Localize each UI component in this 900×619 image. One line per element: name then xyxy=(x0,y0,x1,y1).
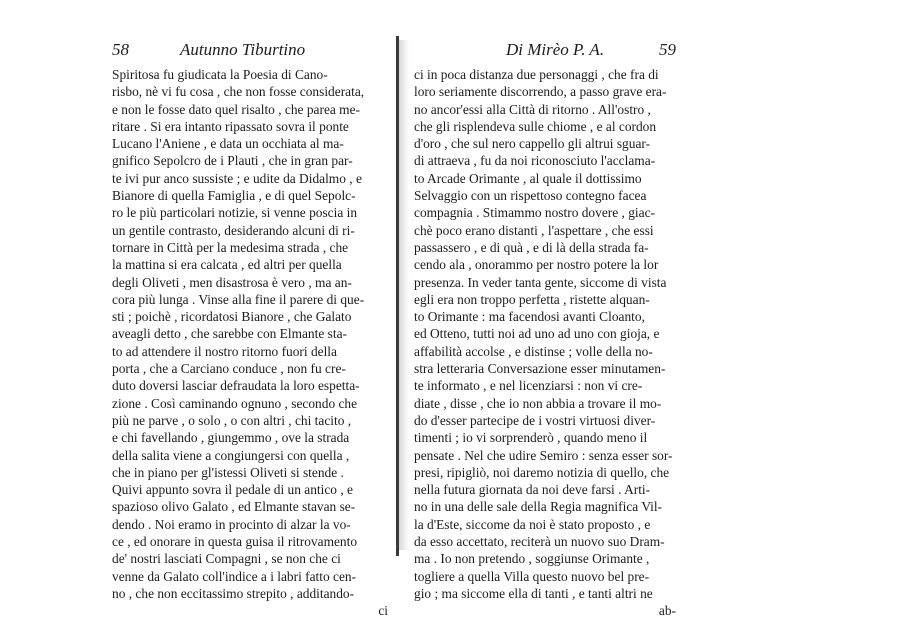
text-line: gio ; ma siccome ella di tanti , e tanti altri ne xyxy=(414,585,653,601)
text-line: ci in poca distanza due personaggi , che fra di xyxy=(414,67,659,82)
text-line: dendo . Noi eramo in procinto di alzar la vo- xyxy=(112,516,351,532)
text-line: zione . Così caminando ognuno , secondo che xyxy=(112,395,358,411)
text-line: d'oro , che sul nero cappello gli altrui sguar- xyxy=(414,136,651,152)
text-line: più ne parve , o solo , o con altri , chi tacito , xyxy=(112,412,352,428)
right-page-text xyxy=(414,66,676,602)
text-line: cendo ala , onorammo per nostro potere la lor xyxy=(414,257,659,273)
text-line: egli era non troppo perfetta , ristette alquan- xyxy=(414,291,650,307)
text-line: duto doversi lasciar defraudata la loro espetta- xyxy=(112,378,360,394)
text-line: gnifico Sepolcro de i Plauti , che in gran par- xyxy=(112,153,353,169)
left-page-text xyxy=(112,66,388,602)
text-line: cora più lunga . Vinse alla fine il parere di que- xyxy=(112,291,365,307)
text-line: e chi favellando , giungemmo , ove la strada xyxy=(112,430,350,446)
text-line: no , che non eccitassimo strepito , additando- xyxy=(112,585,355,601)
left-running-title: Autunno Tiburtino xyxy=(180,40,306,59)
text-line: ma . Io non pretendo , soggiunse Orimante , xyxy=(414,551,650,567)
left-catchword: ci xyxy=(378,603,388,619)
text-line: aveagli detto , che sarebbe con Elmante sta- xyxy=(112,326,347,342)
text-line: ro le più particolari notizie, si venne poscia in xyxy=(112,205,358,221)
text-line: la mattina si era calcata , ed altri per quella xyxy=(112,257,342,273)
text-line: spazioso olivo Galato , ed Elmante stavan se- xyxy=(112,499,356,515)
text-line: timenti ; io vi sorprenderò , quando meno il xyxy=(414,430,648,446)
right-running-title: Di Mirèo P. A. xyxy=(506,40,605,59)
text-line: to Arcade Orimante , al quale il dottissimo xyxy=(414,170,642,186)
text-line: Spiritosa fu giudicata la Poesia di Cano- xyxy=(112,67,328,82)
text-line: to ad attendere il nostro ritorno fuori della xyxy=(112,343,337,359)
text-line: ed Otteno, tutti noi ad uno ad uno con gioja, e xyxy=(414,326,660,342)
right-page xyxy=(414,38,676,619)
text-line: no ancor'essi alla Città di ritorno . All'ostro , xyxy=(414,101,651,117)
right-page-header xyxy=(414,38,676,62)
text-line: da esso accettato, reciterà un nuovo suo Dram- xyxy=(414,534,665,550)
text-line: porta , che a Carciano conduce , non fu cre- xyxy=(112,361,346,377)
text-line: Bianore di quella Famiglia , e di quel Sepolc- xyxy=(112,188,356,204)
right-page-number: 59 xyxy=(659,40,676,59)
text-line: togliere a quella Villa questo nuovo bel pre- xyxy=(414,568,650,584)
text-line: compagnia . Stimammo nostro dovere , giac- xyxy=(414,205,655,221)
text-line: degli Oliveti , men disastrosa è vero , ma an- xyxy=(112,274,352,290)
text-line: Selvaggio con un rispettoso contegno facea xyxy=(414,188,647,204)
text-line: presenza. In veder tanta gente, siccome di vista xyxy=(414,274,667,290)
text-line: pensate . Nel che udire Semiro : senza esser sor- xyxy=(414,447,673,463)
text-line: tornare in Città per la medesima strada , che xyxy=(112,239,349,255)
text-line: e non le fosse dato quel risalto , che parea me- xyxy=(112,101,361,117)
left-page xyxy=(112,38,388,619)
text-line: di attraeva , fu da noi riconosciuto l'acclama- xyxy=(414,153,656,169)
text-line: della salita viene a congiungersi con quella , xyxy=(112,447,350,463)
text-line: presi, ripigliò, noi daremo notizia di quello, che xyxy=(414,464,670,480)
text-line: sti ; poichè , ricordatosi Bianore , che Galato xyxy=(112,309,352,325)
text-line: Lucano l'Aniene , e data un occhiata al ma- xyxy=(112,136,344,152)
text-line: Quivi appunto sovra il pedale di un antico , e xyxy=(112,482,353,498)
text-line: diate , disse , che io non abbia a trovare il mo- xyxy=(414,395,662,411)
book-gutter xyxy=(396,36,399,556)
text-line: ce , ed onorare in questa guisa il ritrovamento xyxy=(112,534,358,550)
text-line: venne da Galato coll'indice a i labri fatto cen- xyxy=(112,568,357,584)
gutter-shadow xyxy=(399,40,409,550)
text-line: te ivi pur anco sussiste ; e udite da Didalmo , e xyxy=(112,170,362,186)
text-line: loro seriamente discorrendo, a passo grave era- xyxy=(414,84,667,100)
text-line: de' nostri lasciati Compagni , se non che ci xyxy=(112,551,341,567)
text-line: un gentile contrasto, desiderando alcuni di ri- xyxy=(112,222,355,238)
text-line: la d'Este, siccome da noi è stato proposto , e xyxy=(414,516,651,532)
text-line: to Orimante : ma facendosi avanti Cloanto, xyxy=(414,309,645,325)
text-line: ritare . Si era intanto ripassato sovra il ponte xyxy=(112,118,349,134)
text-line: do d'esser partecipe de i vostri virtuosi diver- xyxy=(414,412,656,428)
text-line: affabilità accolse , e distinse ; volle della no- xyxy=(414,343,653,359)
text-line: te informato , e nel licenziarsi : non vi cre- xyxy=(414,378,643,394)
text-line: risbo, nè vi fu cosa , che non fosse considerata, xyxy=(112,84,365,100)
text-line: nella futura giornata da noi deve farsi . Arti- xyxy=(414,482,651,498)
text-line: chè poco erano distanti , l'aspettare , che essi xyxy=(414,222,654,238)
right-catchword: ab- xyxy=(658,603,676,619)
text-line: no in una delle sale della Regia magnifica Vil- xyxy=(414,499,663,515)
text-line: stra letteraria Conversazione esser minutamen- xyxy=(414,361,666,377)
text-line: che gli risplendeva sulle chiome , e al cordon xyxy=(414,118,657,134)
left-page-number: 58 xyxy=(112,40,129,59)
left-page-header xyxy=(112,38,388,62)
text-line: passassero , e di quà , e di là della strada fa- xyxy=(414,239,649,255)
text-line: che in piano per gl'istessi Oliveti si stende . xyxy=(112,464,344,480)
